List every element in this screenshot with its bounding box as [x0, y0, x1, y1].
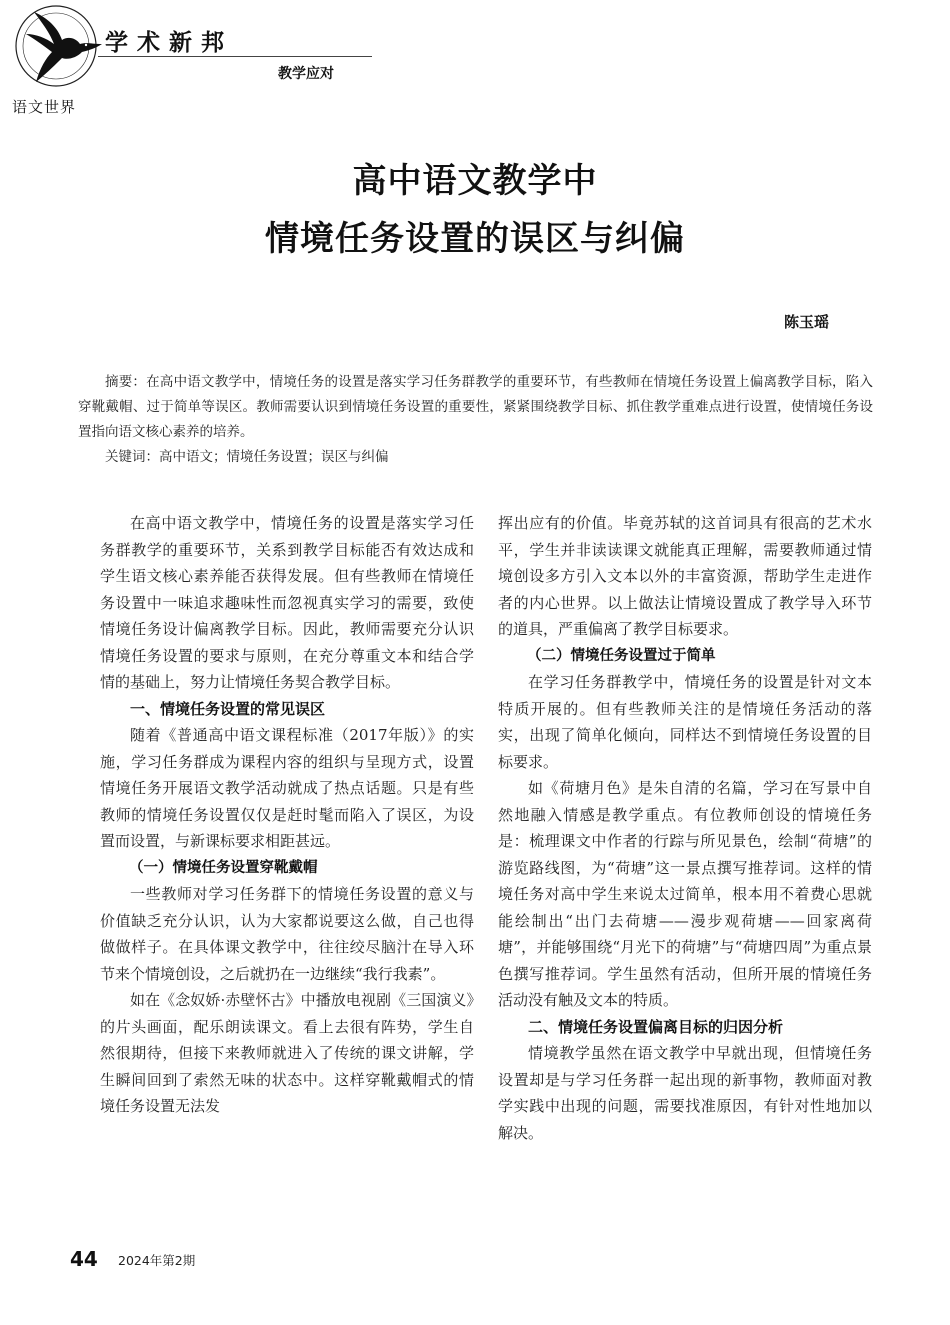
column-subtitle: 教学应对: [278, 66, 334, 82]
journal-name: 语文世界: [12, 98, 77, 116]
keywords: 关键词：高中语文；情境任务设置；误区与纠偏: [105, 449, 389, 465]
abstract-text: 摘要：在高中语文教学中，情境任务的设置是落实学习任务群教学的重要环节，有些教师在情境任务设置上偏离教学目标，陷入穿靴戴帽、过于简单等误区。教师需要认识到情境任务设置的重要性，紧紧围绕教学目标、抓住教学重难点进行设置，使情境任务设置指向语文核心素养的培养。: [78, 374, 873, 440]
paragraph: 情境教学虽然在语文教学中早就出现，但情境任务设置却是与学习任务群一起出现的新事物，教师面对教学实践中出现的问题，需要找准原因，有针对性地加以解决。: [498, 1044, 872, 1142]
subsection-heading: （一）情境任务设置穿靴戴帽: [129, 859, 318, 876]
body-column-right: [498, 510, 872, 1146]
issue-label: 2024年第2期: [118, 1253, 196, 1268]
page-number: 44: [70, 1247, 98, 1271]
subsection-heading: （二）情境任务设置过于简单: [527, 647, 716, 664]
paragraph: 如在《念奴娇·赤壁怀古》中播放电视剧《三国演义》的片头画面，配乐朗读课文。看上去很有阵势，学生自然很期待，但接下来教师就进入了传统的课文讲解，学生瞬间回到了索然无味的状态中。这样穿靴戴帽式的情境任务设置无法发: [100, 991, 474, 1115]
body-column-left: [100, 510, 474, 1120]
section-heading: 二、情境任务设置偏离目标的归因分析: [528, 1017, 784, 1036]
abstract-block: [78, 370, 873, 470]
paragraph: 随着《普通高中语文课程标准（2017年版）》的实施，学习任务群成为课程内容的组织与呈现方式，设置情境任务开展语文教学活动就成了热点话题。只是有些教师的情境任务设置仅仅是赶时髦而陷入了误区，为设置而设置，与新课标要求相距甚远。: [100, 726, 474, 850]
author-name: 陈玉瑶: [783, 313, 829, 331]
title-line-1: 高中语文教学中: [352, 161, 598, 201]
section-heading: 一、情境任务设置的常见误区: [130, 699, 326, 718]
dove-icon: [6, 4, 106, 94]
paragraph-continued: 挥出应有的价值。毕竟苏轼的这首词具有很高的艺术水平，学生并非读读课文就能真正理解，需要教师通过情境创设多方引入文本以外的丰富资源，帮助学生走进作者的内心世界。以上做法让情境设置成了教学导入环节的道具，严重偏离了教学目标要求。: [498, 514, 872, 638]
title-line-2: 情境任务设置的误区与纠偏: [265, 219, 685, 259]
article-title: [0, 152, 950, 268]
column-title: 学术新邦: [105, 30, 233, 56]
paragraph: 一些教师对学习任务群下的情境任务设置的意义与价值缺乏充分认识，认为大家都说要这么做，自己也得做做样子。在具体课文教学中，往往绞尽脑汁在导入环节来个情境创设，之后就扔在一边继续“我行我素”。: [100, 885, 474, 983]
paragraph: 如《荷塘月色》是朱自清的名篇，学习在写景中自然地融入情感是教学重点。有位教师创设的情境任务是：梳理课文中作者的行踪与所见景色，绘制“荷塘”的游览路线图，为“荷塘”这一景点撰写推荐词。这样的情境任务对高中学生来说太过简单，根本用不着费心思就能绘制出“出门去荷塘——漫步观荷塘——回家离荷塘”，并能够围绕“月光下的荷塘”与“荷塘四周”为重点景色撰写推荐词。学生虽然有活动，但所开展的情境任务活动没有触及文本的特质。: [498, 779, 872, 1009]
header-rule: [98, 56, 372, 57]
paragraph: 在高中语文教学中，情境任务的设置是落实学习任务群教学的重要环节，关系到教学目标能否有效达成和学生语文核心素养能否获得发展。但有些教师在情境任务设置中一味追求趣味性而忽视真实学习的需要，致使情境任务设计偏离教学目标。因此，教师需要充分认识情境任务设置的要求与原则，在充分尊重文本和结合学情的基础上，努力让情境任务契合教学目标。: [100, 514, 474, 691]
journal-logo: [6, 4, 106, 94]
paragraph: 在学习任务群教学中，情境任务的设置是针对文本特质开展的。但有些教师关注的是情境任务活动的落实，出现了简单化倾向，同样达不到情境任务设置的目标要求。: [498, 673, 872, 771]
